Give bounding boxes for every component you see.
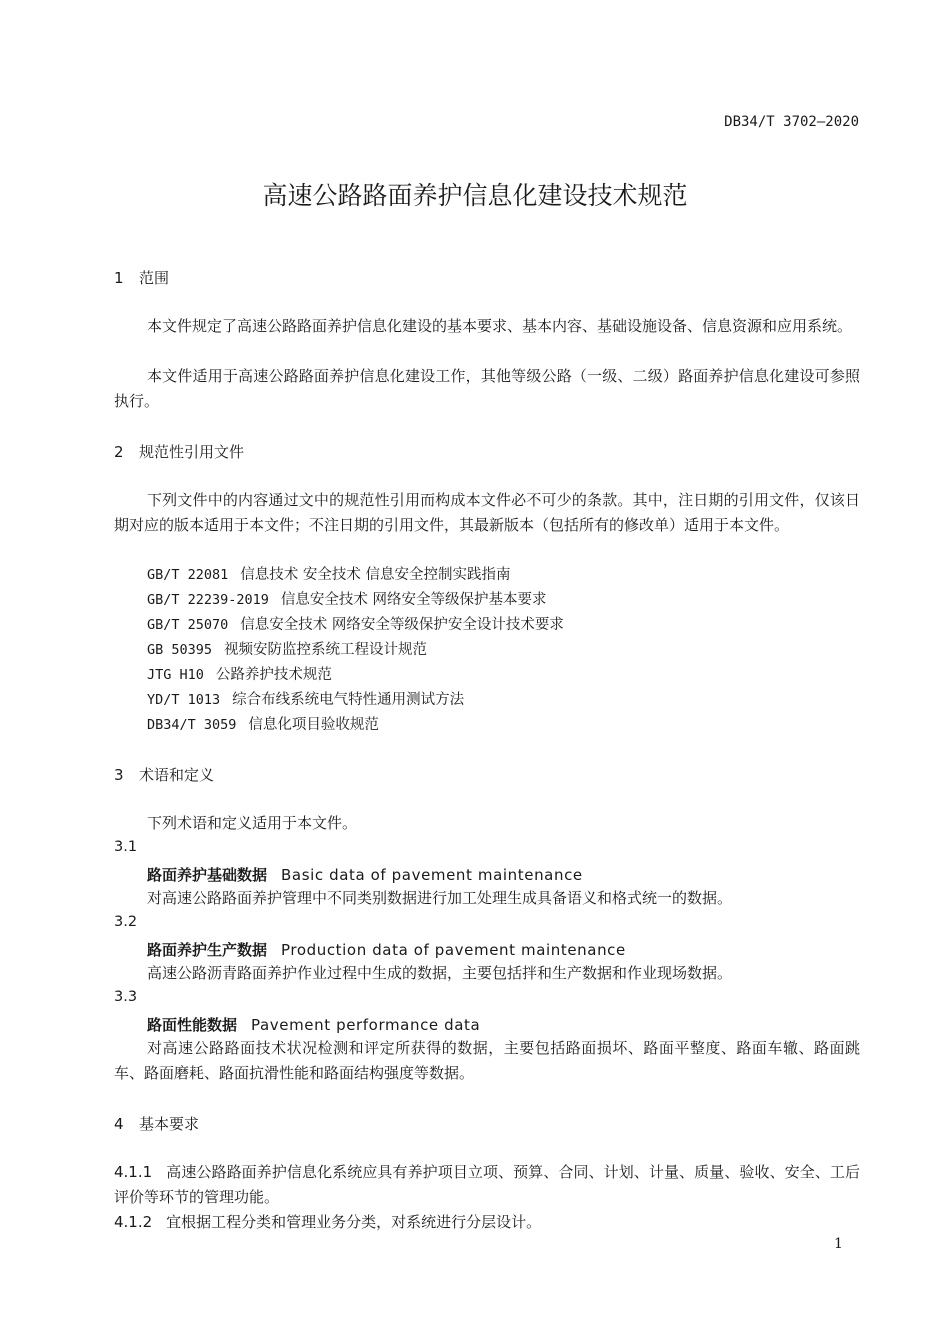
term-definition: 高速公路沥青路面养护作业过程中生成的数据，主要包括拌和生产数据和作业现场数据。 [147,964,733,982]
reference-title: 公路养护技术规范 [215,667,332,683]
section-title: 规范性引用文件 [139,443,245,461]
term-number: 3.3 [114,989,138,1005]
reference-title: 信息安全技术 网络安全等级保护基本要求 [280,592,547,608]
term-english: Production data of pavement maintenance [281,941,626,959]
reference-title: 信息化项目验收规范 [248,717,379,733]
section-number: 2 [114,443,124,461]
reference-item [147,563,511,584]
reference-code: DB34/T 3059 [147,717,237,733]
reference-code: JTG H10 [147,667,204,683]
paragraph: 本文件适用于高速公路路面养护信息化建设工作，其他等级公路（一级、二级）路面养护信息化建设可参照执行。 [114,367,860,410]
term-chinese: 路面养护基础数据 [147,866,268,884]
term-english: Basic data of pavement maintenance [281,866,583,884]
reference-code: GB/T 25070 [147,617,229,633]
clause [114,1210,860,1235]
section-title: 基本要求 [139,1115,200,1133]
clause-text: 宜根据工程分类和管理业务分类，对系统进行分层设计。 [166,1213,542,1231]
term-chinese: 路面性能数据 [147,1016,238,1034]
reference-code: GB/T 22081 [147,567,229,583]
reference-item [147,663,332,684]
section-number: 3 [114,766,124,784]
term-english: Pavement performance data [251,1016,481,1034]
paragraph: 下列术语和定义适用于本文件。 [147,814,358,832]
section-heading-1 [114,267,169,288]
reference-code: GB 50395 [147,642,213,658]
clause [114,1160,860,1210]
page-title: 高速公路路面养护信息化建设技术规范 [262,181,688,210]
term-title [147,864,583,885]
reference-item [147,713,379,734]
term-definition: 对高速公路路面技术状况检测和评定所获得的数据，主要包括路面损坏、路面平整度、路面车辙、路面跳车、路面磨耗、路面抗滑性能和路面结构强度等数据。 [114,1039,860,1082]
section-number: 1 [114,269,124,287]
section-title: 范围 [139,269,170,287]
section-number: 4 [114,1115,124,1133]
section-title: 术语和定义 [139,766,215,784]
clause-number: 4.1.2 [114,1213,153,1231]
section-heading-2 [114,441,244,462]
paragraph: 下列文件中的内容通过文中的规范性引用而构成本文件必不可少的条款。其中，注日期的引用文件，仅该日期对应的版本适用于本文件；不注日期的引用文件，其最新版本（包括所有的修改单）适用于本文件。 [114,491,860,534]
term-number: 3.2 [114,914,138,930]
clause-text: 高速公路路面养护信息化系统应具有养护项目立项、预算、合同、计划、计量、质量、验收、安全、工后评价等环节的管理功能。 [114,1163,860,1206]
reference-item [147,613,564,634]
reference-code: GB/T 22239-2019 [147,592,269,608]
reference-item [147,588,547,609]
document-code: DB34/T 3702—2020 [724,114,859,130]
term-title [147,939,626,960]
paragraph: 本文件规定了高速公路路面养护信息化建设的基本要求、基本内容、基础设施设备、信息资源和应用系统。 [147,317,853,335]
section-heading-3 [114,764,214,785]
reference-title: 视频安防监控系统工程设计规范 [224,642,428,658]
clause-number: 4.1.1 [114,1163,153,1181]
reference-title: 信息技术 安全技术 信息安全控制实践指南 [240,567,511,583]
term-chinese: 路面养护生产数据 [147,941,268,959]
page-number: 1 [834,1236,843,1252]
reference-item [147,688,464,709]
section-heading-4 [114,1113,199,1134]
reference-item [147,638,427,659]
term-definition: 对高速公路路面养护管理中不同类别数据进行加工处理生成具备语义和格式统一的数据。 [147,889,733,907]
term-title [147,1014,480,1035]
reference-title: 综合布线系统电气特性通用测试方法 [232,692,465,708]
reference-code: YD/T 1013 [147,692,221,708]
term-number: 3.1 [114,839,138,855]
reference-title: 信息安全技术 网络安全等级保护安全设计技术要求 [240,617,564,633]
